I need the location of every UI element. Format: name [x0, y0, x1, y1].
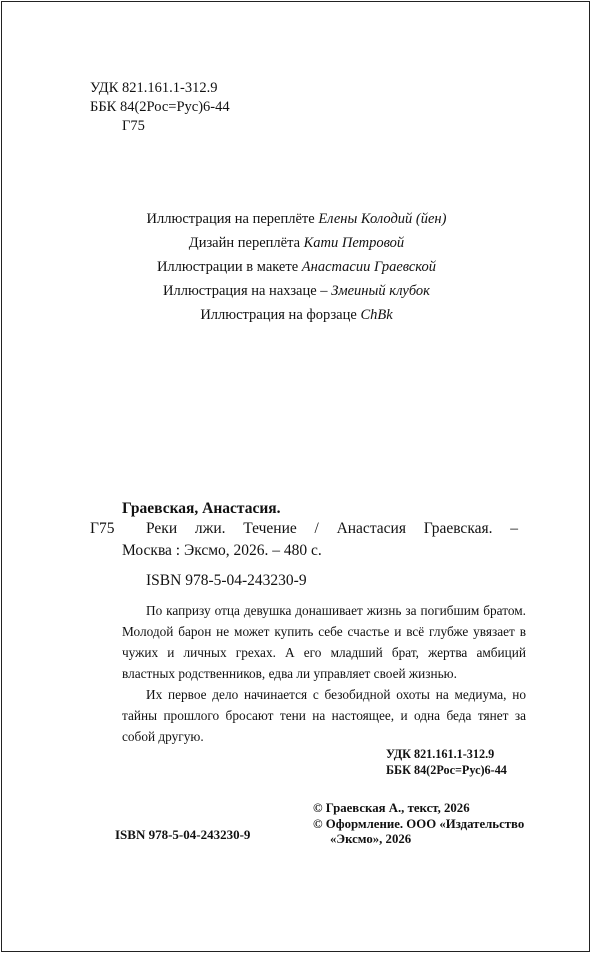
copyright-text: © Граевская А., текст, 2026	[313, 801, 470, 815]
bbk-code: ББК 84(2Рос=Рус)6-44	[90, 99, 230, 115]
bbk-code-bottom: ББК 84(2Рос=Рус)6-44	[386, 763, 507, 777]
copyright-design: © Оформление. ООО «Издательство	[313, 816, 525, 831]
copyright-block	[313, 801, 524, 848]
credit-line: Иллюстрация на нахзаце – Змеиный клубок	[163, 283, 430, 299]
credit-name: Змеиный клубок	[331, 283, 430, 299]
credit-line: Дизайн переплёта Кати Петровой	[188, 235, 405, 251]
isbn-bottom: ISBN 978-5-04-243230-9	[115, 827, 251, 842]
catalog-isbn: ISBN 978-5-04-243230-9	[146, 572, 307, 589]
catalog-publisher: Москва : Эксмо, 2026. – 480 с.	[122, 542, 322, 559]
udk-code: УДК 821.161.1-312.9	[90, 80, 218, 96]
credit-name: Кати Петровой	[303, 235, 405, 251]
credit-line: Иллюстрации в макете Анастасии Граевской	[156, 259, 437, 275]
annotation	[122, 600, 526, 747]
annotation-paragraph: По капризу отца девушка донашивает жизнь за погибшим братом. Молодой барон не может купить себе счастье и всё глубже увязает в чужих и личных грехах. А его младший брат, жертва амбиций властных родственников, едва ли управляет своей жизнью.	[122, 603, 526, 681]
credit-name: ChBk	[360, 307, 393, 323]
catalog-author: Граевская, Анастасия.	[122, 500, 281, 517]
credit-name: Елены Колодий (йен)	[318, 211, 447, 227]
annotation-paragraph: Их первое дело начинается с безобидной охоты на медиума, но тайны прошлого бросают тени на настоящее, и одна беда тянет за собой другую.	[122, 687, 526, 744]
catalog-title: Реки лжи. Течение / Анастасия Граевская. –	[146, 520, 518, 537]
classification-bottom	[386, 746, 507, 778]
classification-top	[90, 79, 230, 136]
credit-name: Анастасии Граевской	[301, 259, 437, 275]
credit-line: Иллюстрация на форзаце ChBk	[200, 307, 393, 323]
illustration-credits	[0, 207, 593, 327]
catalog-code: Г75	[90, 520, 115, 537]
udk-code-bottom: УДК 821.161.1-312.9	[386, 747, 495, 761]
copyright-publisher: «Эксмо», 2026	[330, 832, 412, 846]
author-code: Г75	[122, 118, 145, 134]
credit-line: Иллюстрация на переплёте Елены Колодий (йен)	[146, 211, 447, 227]
